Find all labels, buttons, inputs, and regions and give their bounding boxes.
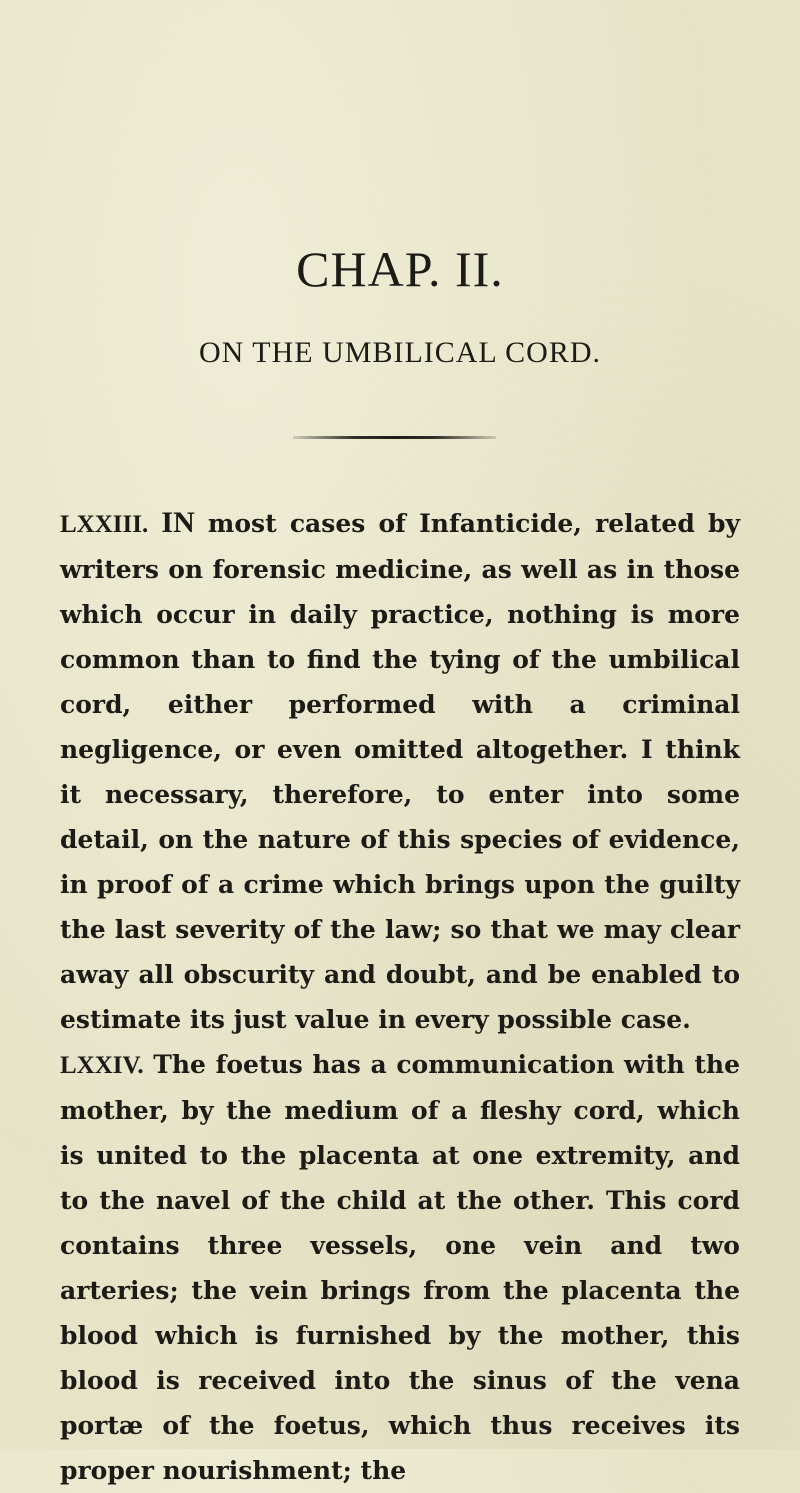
chapter-subtitle: ON THE UMBILICAL CORD. xyxy=(199,336,601,369)
body-text xyxy=(60,500,740,1493)
paragraph-text: most cases of Infanticide, related by writers on forensic medicine, as well as in those which occur in daily practice, nothing is more common than to find the tying of the umbilical cord, either performed with a criminal negligence, or even omitted altogether. I think it necessary, therefore, to enter into some detail, on the nature of this species of evidence, in proof of a crime which brings upon the guilty the last severity of the law; so that we may clear away all obscurity and doubt, and be enabled to estimate its just value in every possible case. xyxy=(60,509,740,1034)
section-number: LXXIII. xyxy=(60,511,149,538)
section-divider xyxy=(293,436,496,439)
chapter-title: CHAP. II. xyxy=(296,241,504,297)
section-number: LXXIV. xyxy=(60,1052,144,1079)
lead-word: IN xyxy=(161,506,195,539)
paragraph-text: The foetus has a communication with the mother, by the medium of a fleshy cord, which is united to the placenta at one extremity, and to the navel of the child at the other. This cord contains three vessels, one vein and two arteries; the vein brings from the placenta the blood which is furnished by the mother, this blood is received into the sinus of the vena portæ of the foetus, which thus receives its proper nourishment; the xyxy=(60,1050,740,1485)
paragraph-lxxiv xyxy=(60,1042,740,1493)
paragraph-lxxiii xyxy=(60,500,740,1042)
